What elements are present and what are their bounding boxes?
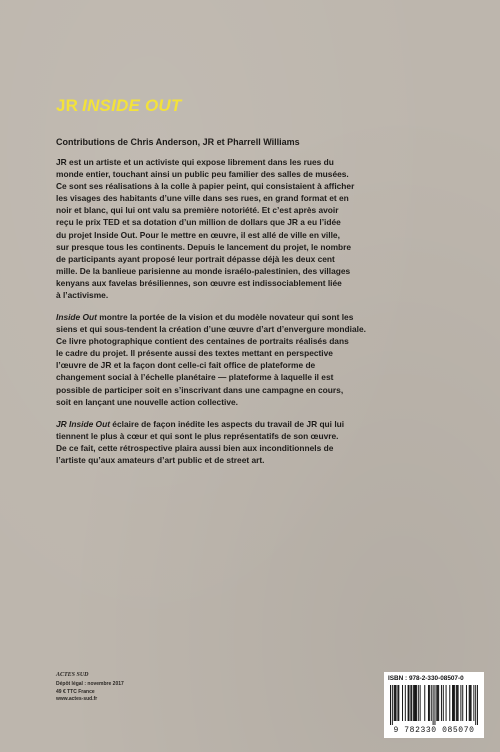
barcode-bar [392,685,393,725]
barcode-bar [462,685,463,721]
barcode-icon [390,685,478,725]
barcode-bar [408,685,409,721]
barcode-bar [394,685,395,721]
text-line: sur presque tous les continents. Depuis le lancement du projet, le nombre [56,241,352,252]
text-line: Ce sont ses réalisations à la colle à papier peint, qui consistaient à afficher [56,181,355,192]
barcode-bar [398,685,399,721]
barcode-bar [396,685,397,721]
book-title [56,96,181,116]
barcode-bar [471,685,472,721]
barcode-bar [449,685,450,721]
text-line: De ce fait, cette rétrospective plaira aussi bien aux inconditionnels de [56,443,334,454]
barcode-digits: 9 782330 085070 [393,726,475,735]
text-line: possible de participer soit en s’inscrivant dans une campagne en cours, [56,384,344,395]
barcode-bar [454,685,455,721]
text-fragment: éclaire de façon inédite les aspects du travail de JR qui lui [109,419,345,429]
barcode-bar [469,685,470,721]
barcode-bar [431,685,432,721]
italic-title-ref: JR Inside Out [56,419,110,429]
text-line: les visages des habitants d’une ville dans ses rues, en grand format et en [56,193,349,204]
barcode-bar [470,685,471,721]
title-part-jr: JR [56,96,79,115]
barcode-bar [460,685,461,721]
barcode-bar [434,685,435,725]
text-line [56,311,354,323]
barcode-bar [436,685,437,721]
italic-title-ref: Inside Out [56,312,97,322]
barcode-bar [395,685,396,721]
text-line: à l’activisme. [56,290,109,301]
price: 49 € TTC France [56,688,95,695]
text-line: Ce livre photographique contient des centaines de portraits réalisés dans [56,336,349,347]
paragraph-retrospective [56,418,354,466]
barcode-bar [452,685,453,721]
barcode-bar [456,685,457,721]
barcode-bar [415,685,416,721]
text-fragment: montre la portée de la vision et du modèle novateur qui sont les [96,312,354,322]
publisher-name: ACTES SUD [56,672,89,678]
text-line: l’œuvre de JR et la façon dont celle-ci fait office de plateforme de [56,360,316,371]
barcode-bar [457,685,458,721]
barcode-bar [466,685,467,721]
text-line: JR est un artiste et un activiste qui expose librement dans les rues du [56,157,334,167]
text-line: du projet Inside Out. Pour le mettre en œuvre, il est allé de ville en ville, [56,229,340,240]
barcode-bar [477,685,478,725]
text-line: mille. De la banlieue parisienne au monde israélo-palestinien, des villages [56,265,351,276]
text-line: kenyans aux favelas brésiliennes, son œuvre est indissociablement liée [56,277,342,288]
barcode-bar [446,685,447,721]
barcode-bar [397,685,398,721]
paragraph-project [56,311,366,408]
barcode-bar [443,685,444,721]
barcode-bar [411,685,412,721]
barcode-bar [429,685,430,721]
barcode-bar [453,685,454,721]
text-line: changement social à l’échelle planétaire — plateforme à laquelle il est [56,372,334,383]
barcode-bar [405,685,406,721]
text-line: de participants ayant proposé leur portrait dépasse déjà les deux cent [56,253,335,264]
legal-deposit: Dépôt légal : novembre 2017 [56,681,124,688]
text-line [56,418,354,430]
title-part-inside-out: INSIDE OUT [82,96,182,115]
isbn-label: ISBN : 978-2-330-08507-0 [388,675,464,682]
barcode-bar [414,685,415,721]
barcode-bar [424,685,425,721]
text-line: soit en lançant une nouvelle action collective. [56,396,238,407]
barcode-bar [473,685,474,721]
paragraph-intro [56,156,354,301]
barcode-bar [409,685,410,721]
barcode-bar [416,685,417,721]
text-line: monde entier, touchant ainsi un public peu familier des salles de musées. [56,169,349,180]
barcode-bar [438,685,439,721]
barcode-panel [384,672,484,738]
barcode-bar [475,685,476,725]
website: www.actes-sud.fr [56,696,98,703]
publisher-imprint [56,672,124,704]
barcode-bar [441,685,442,721]
text-line: siens et qui sous-tendent la création d’une œuvre d’art d’envergure mondiale. [56,324,366,335]
contributors-line: Contributions de Chris Anderson, JR et Pharrell Williams [56,137,300,147]
text-line: noir et blanc, qui lui ont valu sa première notoriété. Et c’est après avoir [56,205,339,216]
text-line: tiennent le plus à cœur et qui sont le plus représentatifs de son œuvre. [56,431,339,442]
barcode-bar [420,685,421,721]
barcode-bar [428,685,429,721]
text-line: le cadre du projet. Il présente aussi des textes mettant en perspective [56,348,333,359]
barcode-bar [410,685,411,721]
barcode-bar [458,685,459,721]
text-line: l’artiste qu’aux amateurs d’art public et de street art. [56,455,265,466]
barcode-bar [433,685,434,725]
barcode-bar [437,685,438,721]
barcode-bar [413,685,414,721]
barcode-bar [402,685,403,721]
text-line: reçu le prix TED et sa dotation d’un million de dollars que JR a eu l’idée [56,217,341,228]
barcode-bar [418,685,419,721]
barcode-bar [390,685,391,725]
